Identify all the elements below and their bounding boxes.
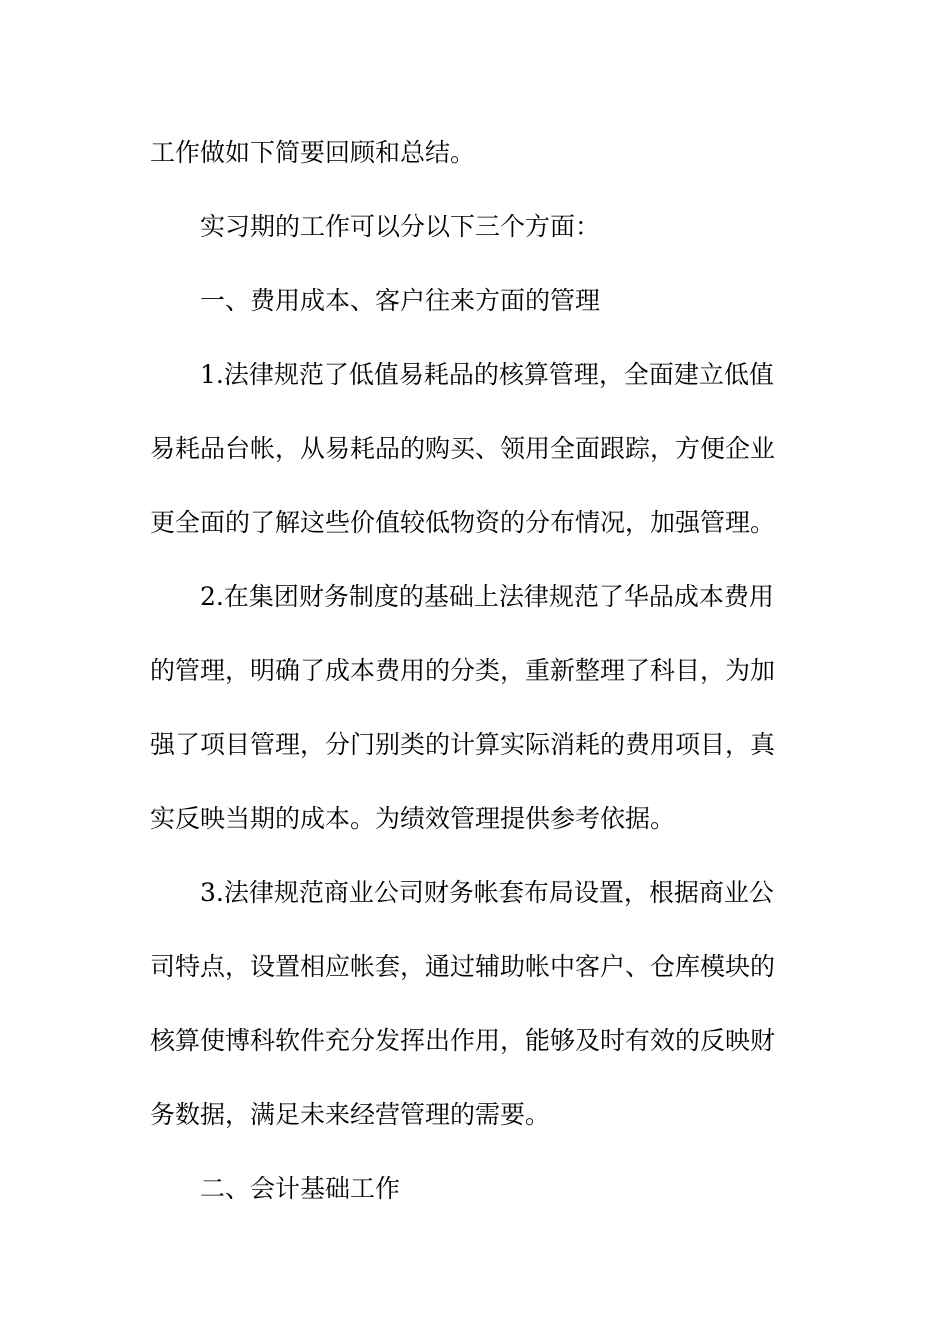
- paragraph-intro-line: 实习期的工作可以分以下三个方面：: [200, 212, 601, 241]
- paragraph-continuation-line: 工作做如下简要回顾和总结。: [150, 138, 476, 167]
- item-1-line-1: 1.法律规范了低值易耗品的核算管理，全面建立低值: [200, 360, 774, 389]
- document-body: [150, 116, 790, 1226]
- item-2-line-2: 的管理，明确了成本费用的分类，重新整理了科目，为加: [150, 656, 776, 685]
- section-heading-2: 二、会计基础工作: [200, 1174, 401, 1203]
- item-3-line-1: 3.法律规范商业公司财务帐套布局设置，根据商业公: [200, 878, 774, 907]
- item-1-line-2: 易耗品台帐，从易耗品的购买、领用全面跟踪，方便企业: [150, 434, 776, 463]
- section-heading-1: 一、费用成本、客户往来方面的管理: [200, 286, 601, 315]
- item-2-line-1: 2.在集团财务制度的基础上法律规范了华品成本费用: [200, 582, 774, 611]
- item-2-line-4: 实反映当期的成本。为绩效管理提供参考依据。: [150, 804, 676, 833]
- item-1-line-3: 更全面的了解这些价值较低物资的分布情况，加强管理。: [150, 508, 776, 537]
- item-3-line-4: 务数据，满足未来经营管理的需要。: [150, 1100, 551, 1129]
- item-3-line-2: 司特点，设置相应帐套，通过辅助帐中客户、仓库模块的: [150, 952, 776, 981]
- item-3-line-3: 核算使博科软件充分发挥出作用，能够及时有效的反映财: [150, 1026, 776, 1055]
- item-2-line-3: 强了项目管理，分门别类的计算实际消耗的费用项目，真: [150, 730, 776, 759]
